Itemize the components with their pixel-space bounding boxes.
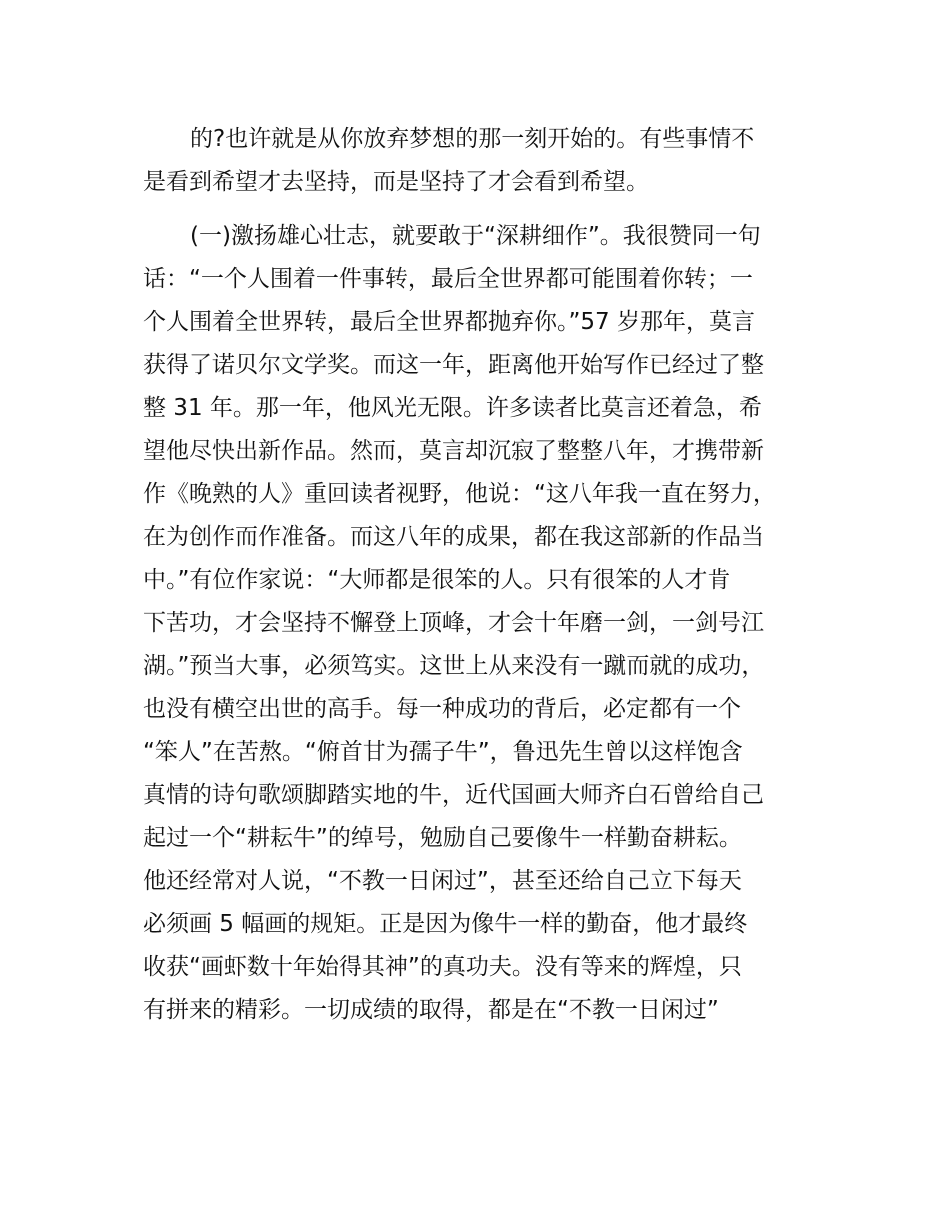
paragraph-2-line-8: 在为创作而作准备。而这八年的成果，都在我这部新的作品当 xyxy=(143,524,764,550)
paragraph-2-line-9: 中。”有位作家说：“大师都是很笨的人。只有很笨的人才肯 xyxy=(143,567,731,593)
paragraph-2-line-15: 起过一个“耕耘牛”的绰号，勉励自己要像牛一样勤奋耕耘。 xyxy=(143,825,742,851)
paragraph-2-line-16: 他还经常对人说，“不教一日闲过”，甚至还给自己立下每天 xyxy=(143,868,742,894)
paragraph-2-line-18: 收获“画虾数十年始得其神”的真功夫。没有等来的辉煌，只 xyxy=(143,954,742,980)
paragraph-2-line-14: 真情的诗句歌颂脚踏实地的牛，近代国画大师齐白石曾给自己 xyxy=(143,782,764,808)
paragraph-2-line-7: 作《晚熟的人》重回读者视野，他说：“这八年我一直在努力， xyxy=(143,481,776,507)
paragraph-2-line-10: 下苦功，才会坚持不懈登上顶峰，才会十年磨一剑，一剑号江 xyxy=(143,610,764,636)
paragraph-1-line-2: 是看到希望才去坚持，而是坚持了才会看到希望。 xyxy=(143,169,649,195)
paragraph-2-line-5: 整 31 年。那一年，他风光无限。许多读者比莫言还着急，希 xyxy=(143,395,762,421)
paragraph-2-line-4: 获得了诺贝尔文学奖。而这一年，距离他开始写作已经过了整 xyxy=(143,352,764,378)
paragraph-2-line-12: 也没有横空出世的高手。每一种成功的背后，必定都有一个 xyxy=(143,696,741,722)
paragraph-2-line-19: 有拼来的精彩。一切成绩的取得，都是在“不教一日闲过” xyxy=(143,997,719,1023)
paragraph-2-line-1: (一)激扬雄心壮志，就要敢于“深耕细作”。我很赞同一句 xyxy=(190,223,761,249)
paragraph-1-line-1: 的?也许就是从你放弃梦想的那一刻开始的。有些事情不 xyxy=(190,126,755,152)
paragraph-2-line-11: 湖。”预当大事，必须笃实。这世上从来没有一蹴而就的成功， xyxy=(143,653,765,679)
paragraph-2-line-17: 必须画 5 幅画的规矩。正是因为像牛一样的勤奋，他才最终 xyxy=(143,911,748,937)
paragraph-2-line-6: 望他尽快出新作品。然而，莫言却沉寂了整整八年，才携带新 xyxy=(143,438,764,464)
paragraph-2-line-13: “笨人”在苦熬。“俯首甘为孺子牛”，鲁迅先生曾以这样饱含 xyxy=(143,739,743,765)
paragraph-2-line-2: 话：“一个人围着一件事转，最后全世界都可能围着你转；一 xyxy=(143,266,753,292)
paragraph-2-line-3: 个人围着全世界转，最后全世界都抛弃你。”57 岁那年，莫言 xyxy=(143,309,755,335)
